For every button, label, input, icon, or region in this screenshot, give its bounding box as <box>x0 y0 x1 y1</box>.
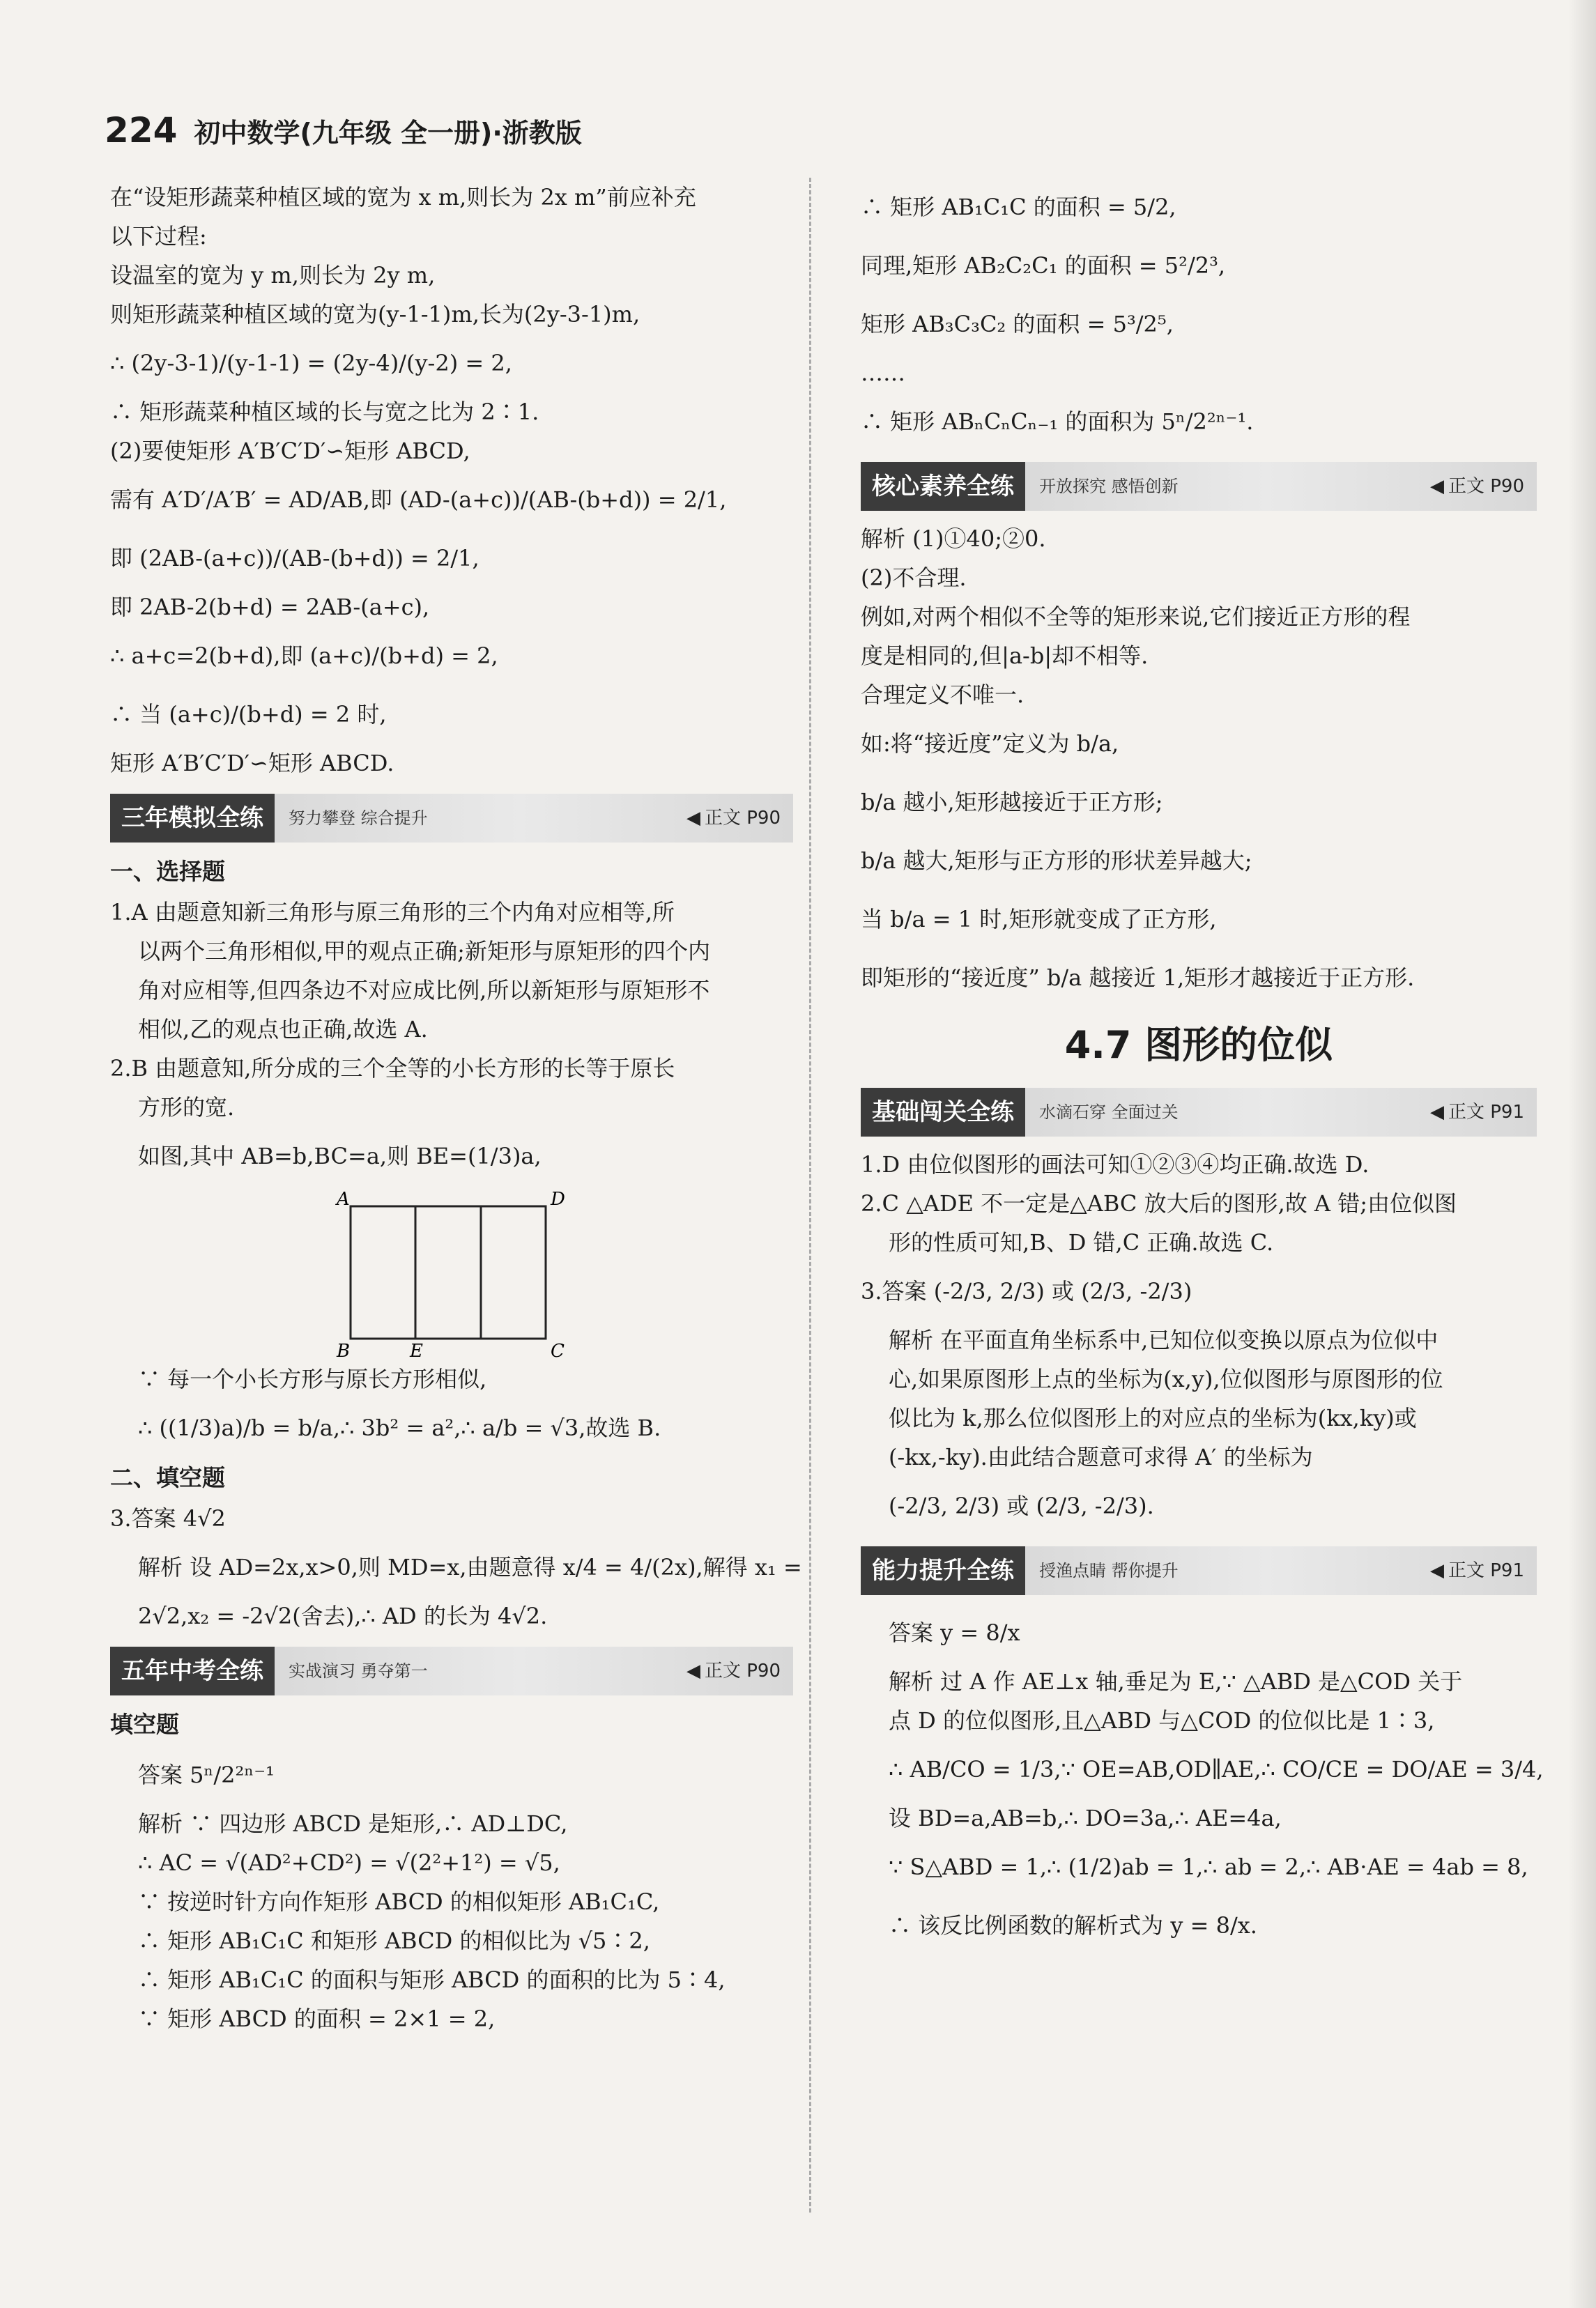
text-line: 度是相同的,但|a-b|却不相等. <box>861 643 1149 669</box>
banner-subtitle: 努力攀登 综合提升 <box>289 808 428 828</box>
math-line: ∴ AC = √(AD²+CD²) = √(2²+1²) = √5, <box>138 1849 560 1876</box>
banner-ref <box>686 1652 781 1691</box>
math-line: 解析 设 AD=2x,x>0,则 MD=x,由题意得 x/4 = 4/(2x),解得 x₁ = <box>138 1554 802 1580</box>
math-line: ∴ 当 (a+c)/(b+d) = 2 时, <box>110 701 387 728</box>
text-line: 在“设矩形蔬菜种植区域的宽为 x m,则长为 2x m”前应补充 <box>110 184 696 210</box>
text-line: 2.B 由题意知,所分成的三个全等的小长方形的长等于原长 <box>110 1055 675 1082</box>
point-label-c: C <box>551 1341 565 1360</box>
banner-ref-text: 正文 P91 <box>1448 1560 1524 1581</box>
book-title: 初中数学(九年级 全一册)·浙教版 <box>194 118 582 148</box>
section-banner-ability <box>861 1546 1537 1595</box>
banner-ref <box>1430 1093 1524 1132</box>
send-arrow-icon: ◀ <box>686 1661 700 1682</box>
math-line: ∴ 矩形 ABₙCₙCₙ₋₁ 的面积为 5ⁿ/2²ⁿ⁻¹. <box>861 408 1254 435</box>
text-line: 1.D 由位似图形的画法可知①②③④均正确.故选 D. <box>861 1151 1369 1178</box>
section-banner-core <box>861 462 1537 511</box>
banner-ref-text: 正文 P90 <box>1448 476 1524 497</box>
math-line: ∴ (2y-3-1)/(y-1-1) = (2y-4)/(y-2) = 2, <box>110 350 512 376</box>
banner-ref-text: 正文 P90 <box>704 1661 781 1682</box>
text-line: ∴ 矩形 AB₁C₁C 的面积与矩形 ABCD 的面积的比为 5∶4, <box>138 1967 726 1993</box>
column-divider <box>809 178 811 2213</box>
banner-title: 五年中考全练 <box>110 1647 275 1695</box>
text-line: 1.A 由题意知新三角形与原三角形的三个内角对应相等,所 <box>110 899 675 925</box>
math-line: 如图,其中 AB=b,BC=a,则 BE=(1/3)a, <box>138 1143 542 1169</box>
answer-line: 答案 5ⁿ/2²ⁿ⁻¹ <box>138 1762 275 1788</box>
text-line: 解析 过 A 作 AE⊥x 轴,垂足为 E,∵ △ABD 是△COD 关于 <box>889 1668 1463 1695</box>
point-label-e: E <box>410 1341 423 1360</box>
text-line: 以两个三角形相似,甲的观点正确;新矩形与原矩形的四个内 <box>138 938 710 964</box>
send-arrow-icon: ◀ <box>1429 476 1444 497</box>
text-line: ∴ 矩形蔬菜种植区域的长与宽之比为 2∶1. <box>110 399 539 425</box>
banner-title: 三年模拟全练 <box>110 794 275 843</box>
text-line: 例如,对两个相似不全等的矩形来说,它们接近正方形的程 <box>861 603 1411 630</box>
math-line: 即 (2AB-(a+c))/(AB-(b+d)) = 2/1, <box>110 545 479 571</box>
text-line: ∵ 矩形 ABCD 的面积 = 2×1 = 2, <box>138 2006 496 2032</box>
section-banner-three-year <box>110 794 793 843</box>
text-line: 形的性质可知,B、D 错,C 正确.故选 C. <box>889 1229 1274 1256</box>
text-line: 角对应相等,但四条边不对应成比例,所以新矩形与原矩形不 <box>138 977 710 1003</box>
text-line: (-kx,-ky).由此结合题意可求得 A′ 的坐标为 <box>889 1444 1313 1470</box>
text-line: 似比为 k,那么位似图形上的对应点的坐标为(kx,ky)或 <box>889 1405 1417 1431</box>
math-line: 同理,矩形 AB₂C₂C₁ 的面积 = 5²/2³, <box>861 252 1226 279</box>
text-line: 方形的宽. <box>138 1094 235 1121</box>
text-line: 矩形 A′B′C′D′∽矩形 ABCD. <box>110 750 394 776</box>
banner-subtitle: 水滴石穿 全面过关 <box>1039 1102 1179 1122</box>
banner-subtitle: 实战演习 勇夺第一 <box>289 1661 428 1681</box>
text-line: (2)要使矩形 A′B′C′D′∽矩形 ABCD, <box>110 438 470 464</box>
page-header <box>105 110 582 166</box>
text-line: ∴ 矩形 AB₁C₁C 和矩形 ABCD 的相似比为 √5∶2, <box>138 1928 650 1954</box>
banner-subtitle: 授渔点睛 帮你提升 <box>1039 1561 1179 1580</box>
rectangle-diagram <box>110 1185 793 1360</box>
section-heading: 二、填空题 <box>110 1464 225 1491</box>
text-line: ∵ 按逆时针方向作矩形 ABCD 的相似矩形 AB₁C₁C, <box>138 1888 660 1915</box>
text-line: 设 BD=a,AB=b,∴ DO=3a,∴ AE=4a, <box>889 1805 1282 1831</box>
math-line: (-2/3, 2/3) 或 (2/3, -2/3). <box>889 1493 1154 1519</box>
text-line: 以下过程: <box>110 223 207 249</box>
math-line: 当 b/a = 1 时,矩形就变成了正方形, <box>861 906 1217 932</box>
point-label-d: D <box>551 1189 565 1210</box>
text-line: ∵ 每一个小长方形与原长方形相似, <box>138 1366 487 1392</box>
text-line: 解析 (1)①40;②0. <box>861 525 1046 552</box>
send-arrow-icon: ◀ <box>1429 1102 1444 1123</box>
text-line: 2√2,x₂ = -2√2(舍去),∴ AD 的长为 4√2. <box>138 1603 548 1629</box>
math-line: ∴ AB/CO = 1/3,∵ OE=AB,OD∥AE,∴ CO/CE = DO/AE = 3/4, <box>889 1756 1544 1783</box>
banner-ref-text: 正文 P91 <box>1448 1102 1524 1123</box>
math-line: ∴ a+c=2(b+d),即 (a+c)/(b+d) = 2, <box>110 643 498 669</box>
text-line: 相似,乙的观点也正确,故选 A. <box>138 1016 428 1043</box>
math-line: 需有 A′D′/A′B′ = AD/AB,即 (AD-(a+c))/(AB-(b+d)) = 2/1, <box>110 486 727 513</box>
math-line: b/a 越小,矩形越接近于正方形; <box>861 789 1163 815</box>
math-line: b/a 越大,矩形与正方形的形状差异越大; <box>861 847 1252 874</box>
math-line: 即矩形的“接近度” b/a 越接近 1,矩形才越接近于正方形. <box>861 964 1415 991</box>
point-label-a: A <box>337 1189 350 1210</box>
text-line: 解析 在平面直角坐标系中,已知位似变换以原点为位似中 <box>889 1327 1438 1353</box>
text-line: 解析 ∵ 四边形 ABCD 是矩形,∴ AD⊥DC, <box>138 1810 568 1837</box>
send-arrow-icon: ◀ <box>1429 1560 1444 1581</box>
math-line: ∵ S△ABD = 1,∴ (1/2)ab = 1,∴ ab = 2,∴ AB·AE = 4ab = 8, <box>889 1854 1528 1880</box>
text-line: (2)不合理. <box>861 564 967 591</box>
section-banner-five-year <box>110 1647 793 1695</box>
text-line: 则矩形蔬菜种植区域的宽为(y-1-1)m,长为(2y-3-1)m, <box>110 301 640 328</box>
text-line: 点 D 的位似图形,且△ABD 与△COD 的位似比是 1∶3, <box>889 1707 1435 1734</box>
text-line: 设温室的宽为 y m,则长为 2y m, <box>110 262 436 288</box>
point-label-b: B <box>337 1341 351 1360</box>
banner-ref <box>1430 467 1524 506</box>
banner-title: 基础闯关全练 <box>861 1088 1025 1137</box>
section-heading: 填空题 <box>110 1711 179 1738</box>
text-line: 2.C △ADE 不一定是△ABC 放大后的图形,故 A 错;由位似图 <box>861 1190 1457 1217</box>
banner-ref <box>686 799 781 838</box>
banner-ref <box>1430 1551 1524 1590</box>
answer-line: 3.答案 (-2/3, 2/3) 或 (2/3, -2/3) <box>861 1278 1192 1305</box>
page-number: 224 <box>105 110 178 151</box>
math-line: ∴ 矩形 AB₁C₁C 的面积 = 5/2, <box>861 194 1176 220</box>
section-heading: 一、选择题 <box>110 858 225 885</box>
math-line: 矩形 AB₃C₃C₂ 的面积 = 5³/2⁵, <box>861 311 1174 337</box>
math-line: 如:将“接近度”定义为 b/a, <box>861 730 1119 757</box>
send-arrow-icon: ◀ <box>686 808 700 829</box>
math-line: ∴ 该反比例函数的解析式为 y = 8/x. <box>889 1912 1257 1939</box>
answer-line: 3.答案 4√2 <box>110 1505 226 1532</box>
math-line: ∴ ((1/3)a)/b = b/a,∴ 3b² = a²,∴ a/b = √3,故选 B. <box>138 1415 661 1441</box>
text-line: 心,如果原图形上点的坐标为(x,y),位似图形与原图形的位 <box>889 1366 1443 1392</box>
banner-title: 核心素养全练 <box>861 462 1025 511</box>
text-line: 即 2AB-2(b+d) = 2AB-(a+c), <box>110 594 430 620</box>
section-banner-basic <box>861 1088 1537 1137</box>
banner-ref-text: 正文 P90 <box>704 808 781 829</box>
answer-line: 答案 y = 8/x <box>889 1620 1020 1646</box>
left-column <box>110 178 802 2038</box>
text-line: 合理定义不唯一. <box>861 682 1025 708</box>
outer-rectangle <box>351 1206 546 1339</box>
banner-subtitle: 开放探究 感悟创新 <box>1039 477 1179 496</box>
right-column <box>861 178 1544 1955</box>
text-line: …… <box>861 360 905 386</box>
page-edge-shadow <box>1568 0 1596 2308</box>
banner-title: 能力提升全练 <box>861 1546 1025 1595</box>
rectangle-figure <box>110 1185 793 1360</box>
chapter-title: 4.7 图形的位似 <box>1064 1023 1333 1067</box>
